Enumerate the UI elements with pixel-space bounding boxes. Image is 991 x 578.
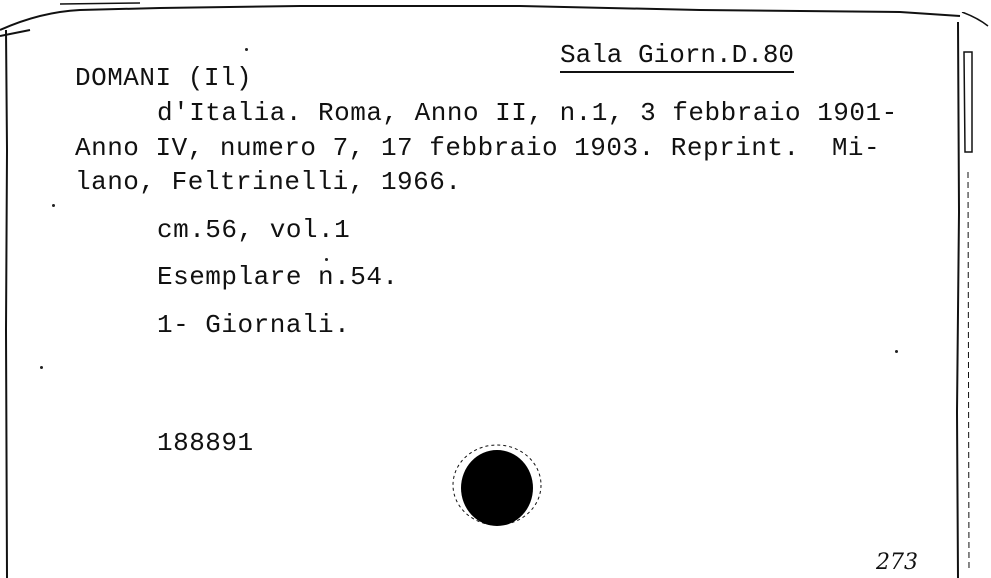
shelfmark: Sala Giorn.D.80 bbox=[560, 40, 794, 73]
subject-line: 1- Giornali. bbox=[157, 310, 351, 340]
scan-border-left bbox=[0, 30, 14, 578]
dust-speck bbox=[245, 48, 248, 51]
dust-speck bbox=[52, 204, 55, 207]
description-line-2: Anno IV, numero 7, 17 febbraio 1903. Reprint. Mi- bbox=[75, 133, 881, 163]
format-line: cm.56, vol.1 bbox=[157, 215, 351, 245]
punch-hole bbox=[450, 438, 544, 532]
scan-border-top bbox=[0, 0, 991, 40]
inventory-number: 188891 bbox=[157, 428, 254, 458]
description-line-3: lano, Feltrinelli, 1966. bbox=[75, 167, 462, 197]
dust-speck bbox=[325, 258, 328, 261]
description-line-1: d'Italia. Roma, Anno II, n.1, 3 febbraio 1901- bbox=[157, 98, 898, 128]
dust-speck bbox=[895, 350, 898, 353]
title-heading: DOMANI (Il) bbox=[75, 63, 253, 93]
handwritten-number: 273 bbox=[876, 550, 918, 575]
scan-border-right bbox=[938, 12, 991, 578]
copy-line: Esemplare n.54. bbox=[157, 262, 399, 292]
dust-speck bbox=[40, 366, 43, 369]
